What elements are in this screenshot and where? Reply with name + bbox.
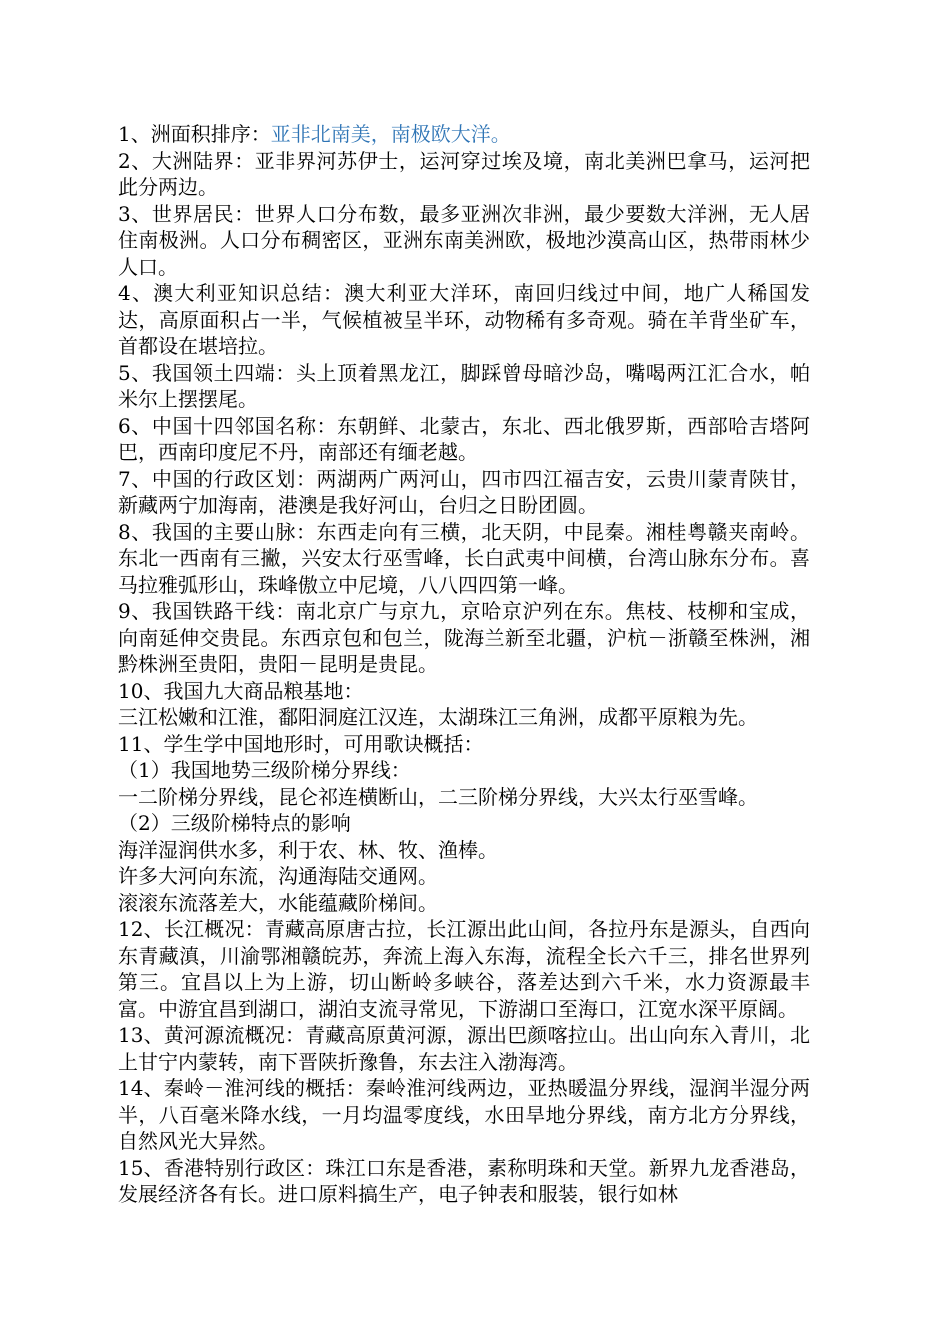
paragraph-3: 3、世界居民：世界人口分布数，最多亚洲次非洲，最少要数大洋洲，无人居住南极洲。人口分布稠密区，亚洲东南美洲欧，极地沙漠高山区，热带雨林少人口。 bbox=[118, 201, 810, 279]
paragraph-11-sub-2-line-3: 滚滚东流落差大，水能蕴藏阶梯间。 bbox=[118, 890, 438, 915]
paragraph-11-heading: 11、学生学中国地形时，可用歌诀概括： bbox=[118, 731, 484, 756]
paragraph-14: 14、秦岭－淮河线的概括：秦岭淮河线两边，亚热暖温分界线，湿润半湿分两半，八百毫米降水线，一月均温零度线，水田旱地分界线，南方北方分界线，自然风光大异然。 bbox=[118, 1076, 810, 1153]
paragraph-5: 5、我国领土四端：头上顶着黑龙江，脚踩曾母暗沙岛，嘴喝两江汇合水，帕米尔上摆摆尾。 bbox=[118, 360, 810, 411]
paragraph-1-prefix: 1、洲面积排序： bbox=[118, 122, 271, 146]
paragraph-11-sub-1-heading: （1）我国地势三级阶梯分界线： bbox=[118, 758, 411, 782]
paragraph-13: 13、黄河源流概况：青藏高原黄河源，源出巴颜喀拉山。出山向东入青川，北上甘宁内蒙转，南下晋陕折豫鲁，东去注入渤海湾。 bbox=[118, 1023, 810, 1074]
paragraph-4: 4、澳大利亚知识总结：澳大利亚大洋环，南回归线过中间，地广人稀国发达，高原面积占一半，气候植被呈半环，动物稀有多奇观。骑在羊背坐矿车，首都设在堪培拉。 bbox=[118, 281, 810, 358]
paragraph-11-sub-2-line-2: 许多大河向东流，沟通海陆交通网。 bbox=[118, 864, 438, 888]
paragraph-9: 9、我国铁路干线：南北京广与京九，京哈京沪列在东。焦枝、枝柳和宝成，向南延伸交贵昆。东西京包和包兰，陇海兰新至北疆，沪杭－浙赣至株洲，湘黔株洲至贵阳，贵阳－昆明是贵昆。 bbox=[118, 599, 810, 676]
paragraph-7: 7、中国的行政区划：两湖两广两河山，四市四江福吉安，云贵川蒙青陕甘，新藏两宁加海南，港澳是我好河山，台归之日盼团圆。 bbox=[118, 466, 810, 517]
paragraph-6: 6、中国十四邻国名称：东朝鲜、北蒙古，东北、西北俄罗斯，西部哈吉塔阿巴，西南印度尼不丹，南部还有缅老越。 bbox=[118, 413, 810, 464]
paragraph-11-sub-2-heading: （2）三级阶梯特点的影响 bbox=[118, 811, 351, 835]
paragraph-2: 2、大洲陆界：亚非界河苏伊士，运河穿过埃及境，南北美洲巴拿马，运河把此分两边。 bbox=[118, 148, 810, 199]
paragraph-1 bbox=[118, 121, 810, 148]
paragraph-11-sub-2-line-1: 海洋湿润供水多，利于农、林、牧、渔棒。 bbox=[118, 837, 498, 862]
document-body bbox=[118, 121, 810, 1208]
paragraph-11-sub-1-body: 一二阶梯分界线，昆仑祁连横断山，二三阶梯分界线，大兴太行巫雪峰。 bbox=[118, 784, 758, 809]
paragraph-10-body: 三江松嫩和江淮，鄱阳洞庭江汉连，太湖珠江三角洲，成都平原粮为先。 bbox=[118, 705, 758, 729]
paragraph-8: 8、我国的主要山脉：东西走向有三横，北天阴，中昆秦。湘桂粤赣夹南岭。东北一西南有三撇，兴安太行巫雪峰，长白武夷中间横，台湾山脉东分布。喜马拉雅弧形山，珠峰傲立中尼境，八八四四第一峰。 bbox=[118, 519, 810, 597]
paragraph-12: 12、长江概况：青藏高原唐古拉，长江源出此山间，各拉丹东是源头，自西向东青藏滇，川渝鄂湘赣皖苏，奔流上海入东海，流程全长六千三，排名世界列第三。宜昌以上为上游，切山断岭多峡谷，落差达到六千米，水力资源最丰富。中游宜昌到湖口，湖泊支流寻常见，下游湖口至海口，江宽水深平原阔。 bbox=[118, 917, 810, 1021]
paragraph-10-heading: 10、我国九大商品粮基地： bbox=[118, 678, 364, 703]
paragraph-15: 15、香港特别行政区：珠江口东是香港，素称明珠和天堂。新界九龙香港岛，发展经济各有长。进口原料搞生产，电子钟表和服装，银行如林 bbox=[118, 1155, 810, 1206]
paragraph-1-highlight: 亚非北南美，南极欧大洋。 bbox=[270, 122, 511, 146]
